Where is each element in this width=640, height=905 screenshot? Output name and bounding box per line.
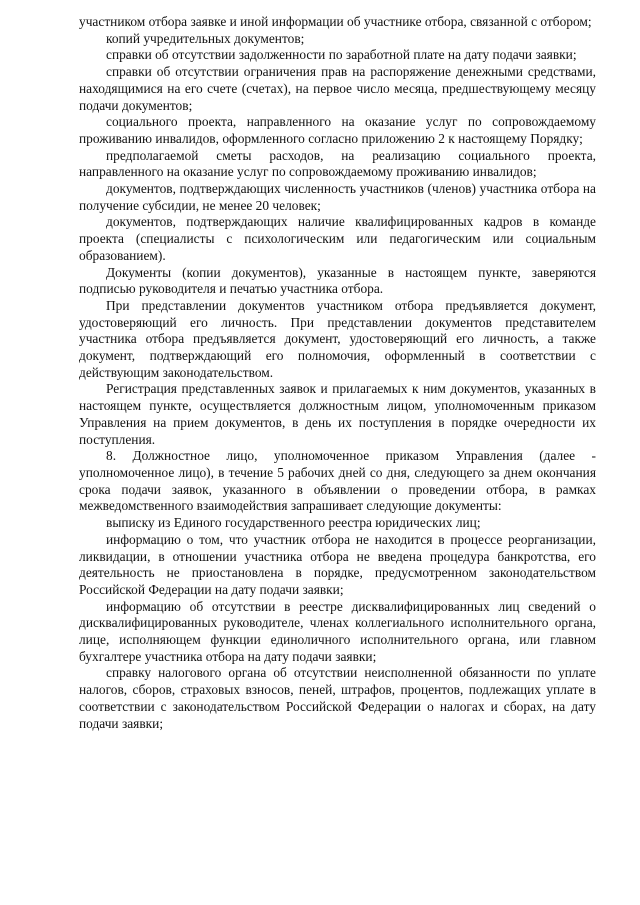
- paragraph-2: копий учредительных документов;: [106, 30, 305, 46]
- paragraph-7: документов, подтверждающих численность участников (членов) участника отбора на получение субсидии, не менее 20 человек;: [79, 181, 596, 213]
- paragraph-13: выписку из Единого государственного реестра юридических лиц;: [106, 515, 481, 531]
- paragraph-3: справки об отсутствии задолженности по заработной плате на дату подачи заявки;: [106, 47, 577, 63]
- document-page: [79, 14, 596, 732]
- paragraph-12: 8. Должностное лицо, уполномоченное приказом Управления (далее - уполномоченное лицо), в течение 5 рабочих дней со дня, следующего за днем окончания срока подачи заявок, указанного в объявлении о проведении отбора, в рамках межведомственного взаимодействия запрашивает следующие документы:: [79, 448, 596, 514]
- paragraph-9: Документы (копии документов), указанные в настоящем пункте, заверяются подписью руководителя и печатью участника отбора.: [79, 264, 596, 297]
- paragraph-16: справку налогового органа об отсутствии неисполненной обязанности по уплате налогов, сборов, страховых взносов, пеней, штрафов, процентов, подлежащих уплате в соответствии с законодательством Российской Федерации о налогах и сборах, на дату подачи заявки;: [79, 665, 596, 731]
- paragraph-14: информацию о том, что участник отбора не находится в процессе реорганизации, ликвидации, в отношении участника отбора не введена процедура банкротства, его деятельность не приостановлена в порядке, предусмотренном законодательством Российской Федерации на дату подачи заявки;: [79, 531, 596, 597]
- paragraph-11: Регистрация представленных заявок и прилагаемых к ним документов, указанных в настоящем пункте, осуществляется должностным лицом, уполномоченным приказом Управления на прием документов, в день их поступления в порядке очередности их поступления.: [79, 381, 596, 447]
- paragraph-10: При представлении документов участником отбора предъявляется документ, удостоверяющий его личность. При представлении документов представителем участника отбора предъявляется документ, удостоверяющий его личность, а также документ, подтверждающий его полномочия, оформленный в соответствии с действующим законодательством.: [79, 297, 596, 380]
- paragraph-8: документов, подтверждающих наличие квалифицированных кадров в команде проекта (специалисты с психологическим или педагогическим или социальным образованием).: [79, 214, 596, 263]
- paragraph-1: участником отбора заявке и иной информации об участнике отбора, связанной с отбором;: [79, 14, 592, 29]
- paragraph-4: справки об отсутствии ограничения прав на распоряжение денежными средствами, находящимися на его счете (счетах), на первое число месяца, предшествующему месяцу подачи документов;: [79, 64, 596, 113]
- paragraph-6: предполагаемой сметы расходов, на реализацию социального проекта, направленного на оказание услуг по сопровождаемому проживанию инвалидов;: [79, 147, 596, 180]
- paragraph-5: социального проекта, направленного на оказание услуг по сопровождаемому проживанию инвалидов, оформленного согласно приложению 2 к настоящему Порядку;: [79, 114, 596, 146]
- paragraph-15: информацию об отсутствии в реестре дисквалифицированных лиц сведений о дисквалифицированных руководителе, членах коллегиального исполнительного органа, лице, исполняющем функции единоличного исполнительного органа, или главном бухгалтере участника отбора на дату подачи заявки;: [79, 598, 596, 664]
